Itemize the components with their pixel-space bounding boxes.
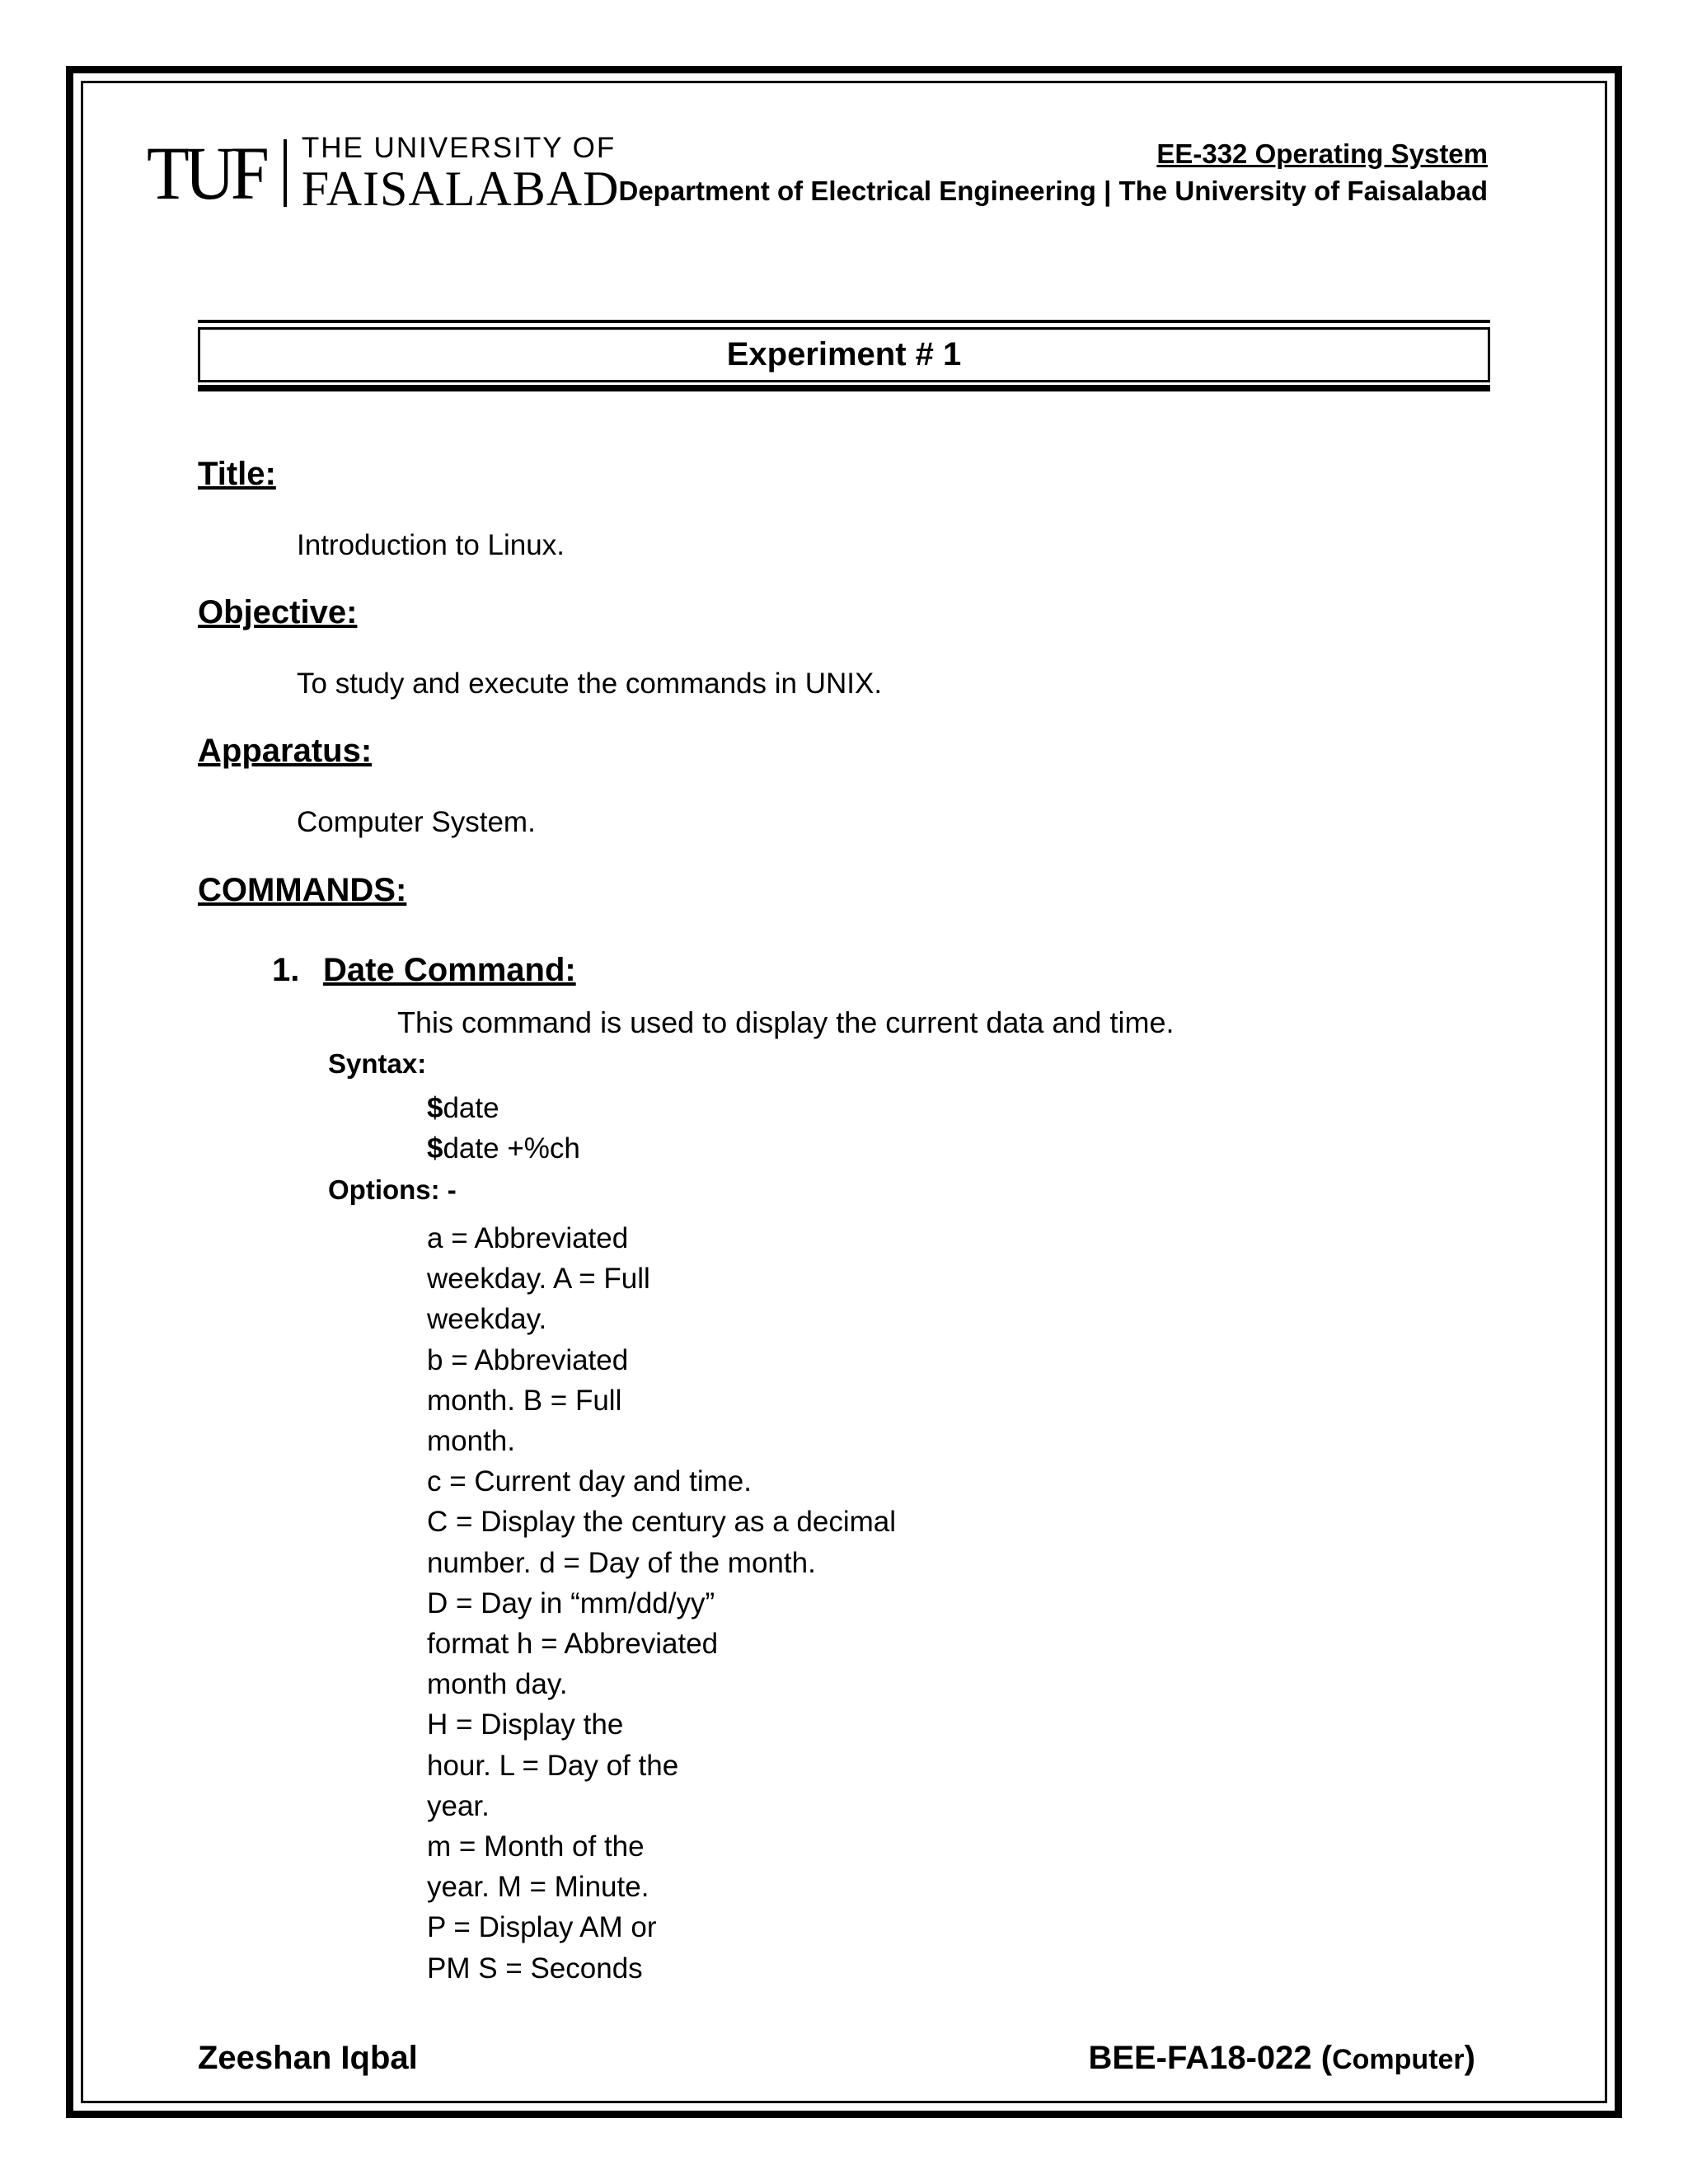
- title-heading: Title:: [198, 456, 276, 492]
- option-line: month. B = Full: [427, 1384, 622, 1417]
- syntax-text: date +%ch: [443, 1132, 580, 1165]
- program: Computer: [1332, 2044, 1465, 2075]
- option-line: year. M = Minute.: [427, 1871, 649, 1904]
- commands-heading: COMMANDS:: [198, 872, 407, 908]
- logo-divider: [284, 139, 287, 207]
- command-description: This command is used to display the current data and time.: [397, 1005, 1175, 1039]
- command-title: Date Command:: [323, 952, 576, 988]
- banner-rule-bottom: [198, 385, 1490, 391]
- objective-heading: Objective:: [198, 594, 358, 630]
- option-line: weekday. A = Full: [427, 1263, 650, 1296]
- syntax-label: Syntax:: [328, 1048, 427, 1079]
- option-line: H = Display the: [427, 1708, 624, 1741]
- apparatus-text: Computer System.: [297, 806, 536, 838]
- prompt-symbol: $: [427, 1092, 443, 1124]
- option-line: D = Day in “mm/dd/yy”: [427, 1586, 715, 1619]
- banner-rule-top: [198, 320, 1490, 323]
- objective-text: To study and execute the commands in UNIX.: [297, 668, 883, 700]
- reg-no: BEE-FA18-022 (: [1088, 2040, 1333, 2076]
- experiment-banner: [198, 327, 1490, 382]
- prompt-symbol: $: [427, 1132, 443, 1165]
- option-line: format h = Abbreviated: [427, 1628, 719, 1661]
- option-line: month day.: [427, 1668, 568, 1701]
- option-line: P = Display AM or: [427, 1911, 657, 1944]
- option-line: number. d = Day of the month.: [427, 1546, 816, 1579]
- student-name: Zeeshan Iqbal: [198, 2040, 418, 2076]
- logo-mark: TUF: [147, 131, 265, 215]
- title-text: Introduction to Linux.: [297, 529, 565, 561]
- logo-wordmark: [301, 131, 620, 216]
- option-line: a = Abbreviated: [427, 1222, 629, 1254]
- experiment-label: Experiment # 1: [726, 336, 962, 373]
- option-line: hour. L = Day of the: [427, 1749, 679, 1782]
- option-line: c = Current day and time.: [427, 1465, 752, 1498]
- logo-line2: FAISALABAD: [301, 161, 620, 216]
- option-line: weekday.: [427, 1303, 547, 1336]
- option-line: year.: [427, 1789, 490, 1822]
- option-line: PM S = Seconds: [427, 1952, 643, 1985]
- option-line: b = Abbreviated: [427, 1343, 629, 1376]
- logo-line1: THE UNIVERSITY OF: [301, 131, 617, 164]
- course-title: EE-332 Operating System: [1156, 138, 1488, 169]
- syntax-line: [427, 1132, 580, 1165]
- option-line: month.: [427, 1425, 515, 1458]
- syntax-text: date: [443, 1092, 499, 1124]
- option-line: m = Month of the: [427, 1830, 645, 1863]
- registration-number: [1088, 2040, 1475, 2077]
- department-line: Department of Electrical Engineering | The University of Faisalabad: [618, 176, 1488, 206]
- apparatus-heading: Apparatus:: [198, 733, 373, 769]
- university-logo: [147, 131, 620, 216]
- reg-close: ): [1464, 2040, 1475, 2076]
- syntax-line: [427, 1092, 499, 1125]
- options-label: Options: -: [328, 1174, 457, 1205]
- command-number: 1.: [272, 952, 300, 988]
- option-line: C = Display the century as a decimal: [427, 1506, 897, 1539]
- options-list: [427, 1218, 896, 1989]
